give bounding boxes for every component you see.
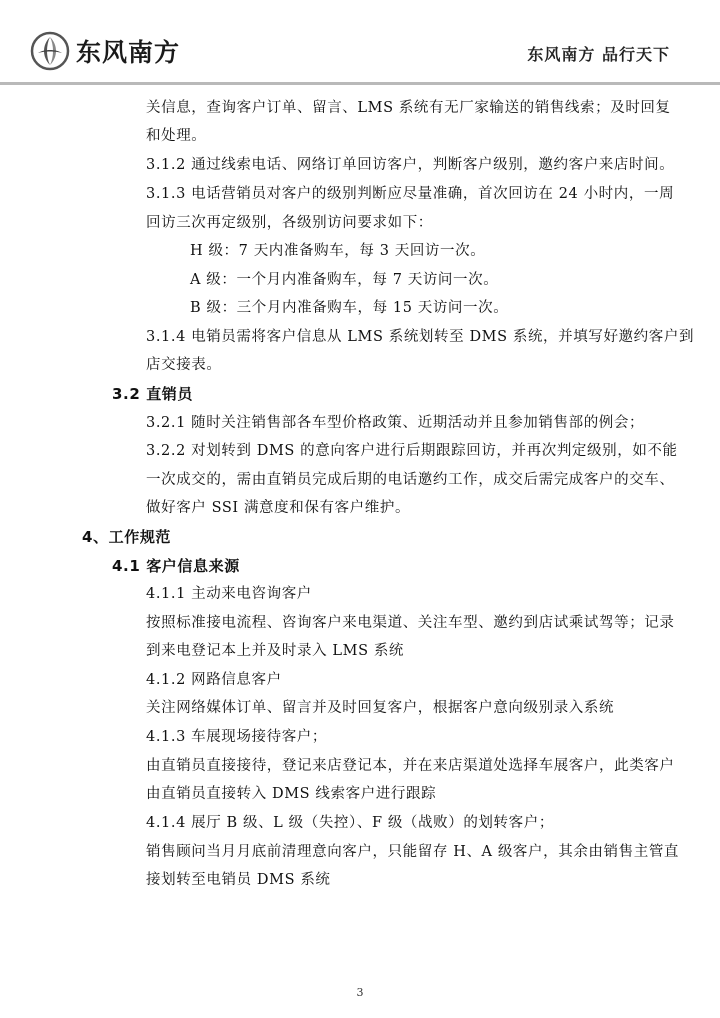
text-line: 4.1.1 主动来电咨询客户 bbox=[146, 586, 312, 602]
text-line: 3.1.3 电话营销员对客户的级别判断应尽量准确，首次回访在 24 小时内，一周 bbox=[146, 186, 675, 202]
text-line: B 级：三个月内准备购车，每 15 天访问一次。 bbox=[190, 300, 509, 316]
header-divider bbox=[0, 82, 720, 85]
text-line: 关注网络媒体订单、留言并及时回复客户，根据客户意向级别录入系统 bbox=[146, 700, 615, 716]
text-line: 店交接表。 bbox=[146, 357, 222, 373]
text-line: 关信息，查询客户订单、留言、LMS 系统有无厂家输送的销售线索；及时回复 bbox=[146, 100, 671, 116]
text-line: 由直销员直接接待，登记来店登记本，并在来店渠道处选择车展客户，此类客户 bbox=[146, 758, 675, 774]
text-line: 和处理。 bbox=[146, 128, 207, 144]
dongfeng-logo-icon bbox=[30, 31, 70, 71]
section-heading-4-1: 4.1 客户信息来源 bbox=[112, 557, 240, 575]
page-header bbox=[0, 0, 720, 86]
text-line: 做好客户 SSI 满意度和保有客户维护。 bbox=[146, 500, 411, 516]
text-line: 接划转至电销员 DMS 系统 bbox=[146, 872, 331, 888]
text-line: 4.1.2 网路信息客户 bbox=[146, 672, 282, 688]
page-number: 3 bbox=[356, 986, 364, 999]
text-line: A 级：一个月内准备购车，每 7 天访问一次。 bbox=[190, 272, 499, 288]
text-line: 回访三次再定级别，各级别访问要求如下： bbox=[146, 215, 433, 231]
text-line: 由直销员直接转入 DMS 线索客户进行跟踪 bbox=[146, 786, 437, 802]
text-line: H 级：7 天内准备购车，每 3 天回访一次。 bbox=[190, 243, 486, 259]
text-line: 3.2.1 随时关注销售部各车型价格政策、近期活动并且参加销售部的例会； bbox=[146, 415, 645, 431]
section-heading-4: 4、工作规范 bbox=[82, 528, 172, 546]
text-line: 一次成交的，需由直销员完成后期的电话邀约工作，成交后需完成客户的交车、 bbox=[146, 472, 675, 488]
text-line: 按照标准接电流程、咨询客户来电渠道、关注车型、邀约到店试乘试驾等；记录 bbox=[146, 615, 675, 631]
company-logo bbox=[30, 30, 180, 72]
text-line: 4.1.3 车展现场接待客户； bbox=[146, 729, 328, 745]
text-line: 4.1.4 展厅 B 级、L 级（失控）、F 级（战败）的划转客户； bbox=[146, 815, 554, 831]
text-line: 3.1.2 通过线索电话、网络订单回访客户，判断客户级别，邀约客户来店时间。 bbox=[146, 157, 675, 173]
text-line: 销售顾问当月月底前清理意向客户，只能留存 H、A 级客户，其余由销售主管直 bbox=[146, 844, 680, 860]
text-line: 3.2.2 对划转到 DMS 的意向客户进行后期跟踪回访，并再次判定级别，如不能 bbox=[146, 443, 678, 459]
header-slogan: 东风南方 品行天下 bbox=[527, 45, 670, 64]
text-line: 到来电登记本上并及时录入 LMS 系统 bbox=[146, 643, 405, 659]
text-line: 3.1.4 电销员需将客户信息从 LMS 系统划转至 DMS 系统，并填写好邀约客户到 bbox=[146, 329, 695, 345]
logo-text: 东风南方 bbox=[76, 38, 181, 67]
section-heading-3-2: 3.2 直销员 bbox=[112, 385, 193, 403]
